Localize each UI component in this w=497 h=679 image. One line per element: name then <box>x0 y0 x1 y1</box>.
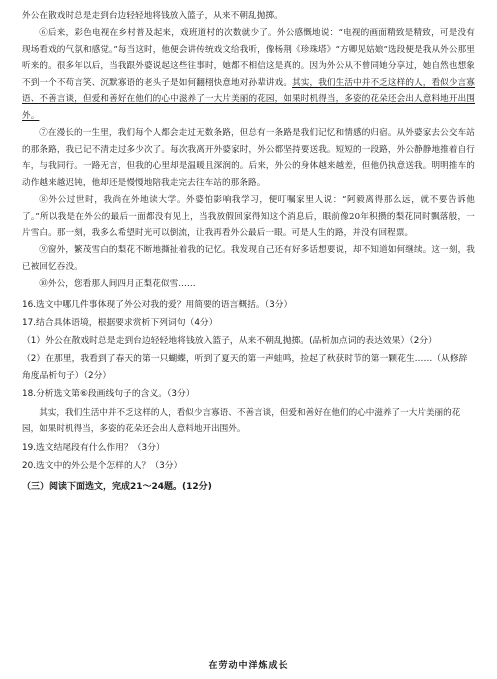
question-17-part-2: （2）在那里，我看到了春天的第一只蝴蝶，听到了夏天的第一声蛙鸣，捡起了秋获时节的第一颗花生……（从修辞角度品析句子）（2分） <box>22 353 468 381</box>
section-heading: （三）阅读下面选文，完成21～24题。(12分) <box>22 481 212 492</box>
question-20: 20.选文中的外公是个怎样的人？（3分） <box>22 460 183 471</box>
question-18: 18.分析选文第⑥段画线句子的含义。（3分） <box>22 388 195 399</box>
passage-paragraph-8: ⑧外公过世时，我尚在外地读大学。外婆怕影响我学习，便叮嘱家里人说：“阿毅离得那么远，就不要告诉他了。”所以我是在外公的最后一面都没有见上，当我放假回家得知这个消息后，眼前像20年积攒的梨花同时飘落般，一片雪白。那一刻，我多么希望时光可以倒流，让我再看外公最后一眼。可是人生的路，并没有回程票。 <box>22 195 475 239</box>
passage-paragraph-5-end: 外公在散戏时总是走到台边轻轻地将钱放入篮子，从来不朝乱抛掷。 <box>22 11 283 21</box>
question-17: 17.结合具体语境，根据要求赏析下列词句（4分） <box>22 317 218 328</box>
page-footer: 在劳动中洋炼成长 <box>208 661 289 671</box>
passage-paragraph-6 <box>22 25 475 125</box>
question-19: 19.选文结尾段有什么作用？（3分） <box>22 442 165 453</box>
passage-paragraph-10: ⑩外公，您看那人间四月正梨花似雪…… <box>39 279 196 289</box>
passage-paragraph-9: ⑨窗外，繁茂雪白的梨花不断地撕扯着我的记忆。我发现自己还有好多话想要说，却不知道如何继续。这一刻，我已被回忆吞没。 <box>22 245 475 272</box>
question-16: 16.选文中哪几件事体现了外公对我的爱？用简要的语言概括。（3分） <box>22 299 293 310</box>
question-18-quote: 其实，我们生活中并不乏这样的人，看似少言寡语、不善言谈，但爱和善好在他们的心中滋养了一大片美丽的花园，如果时机得当，多姿的花朵还会出人意料地开出围外。 <box>22 407 461 435</box>
question-17-part-1: （1）外公在散戏时总是走到台边轻轻地将钱放入篮子，从来不朝乱抛掷。(品析加点词的表达效果）（2分） <box>22 335 437 346</box>
passage-paragraph-7: ⑦在漫长的一生里，我们每个人都会走过无数条路，但总有一条路是我们记忆和情感的归宿。从外婆家去公交车站的那条路，我已记不清走过多少次了。每次我离开外婆家时，外公都坚持要送我。短短的一段路，外公静静地推着自行车，与我同行。一路无言，但我的心里却是温暖且深润的。后来，外公的身体越来越差，但他仍执意送我。明明推车的动作越来越迟钝，他却还是慢慢地陪我走完去往车站的那条路。 <box>22 128 475 188</box>
passage-paragraph-6-text: ⑥后来，彩色电视在乡村普及起来，戏班道村的次数就少了。外公感慨地说：“电视的画面精致是精致，可是没有现场看戏的气氛和感觉。”每当这时，他便会讲传统戏文给我听，像杨荆《珍珠塔》“方卿见姑娘”选段便是我从外公那里听来的。很多年以后，当我跟外婆说起这些往事时，她都不相信这是真的。因为外公从不曾同她分享过，她自然也想象不到一个不苟言笑、沉默寡语的老头子是如何翻栩快意地对孙辈讲戏。 <box>22 28 475 88</box>
underlined-sentence: 其实，我们生活中并不乏这样的人，看似少言寡语、不善言谈，但爱和善好在他们的心中滋养了一大片美丽的花园，如果时机得当，多姿的花朵还会出人意料地开出围外。 <box>22 77 475 122</box>
